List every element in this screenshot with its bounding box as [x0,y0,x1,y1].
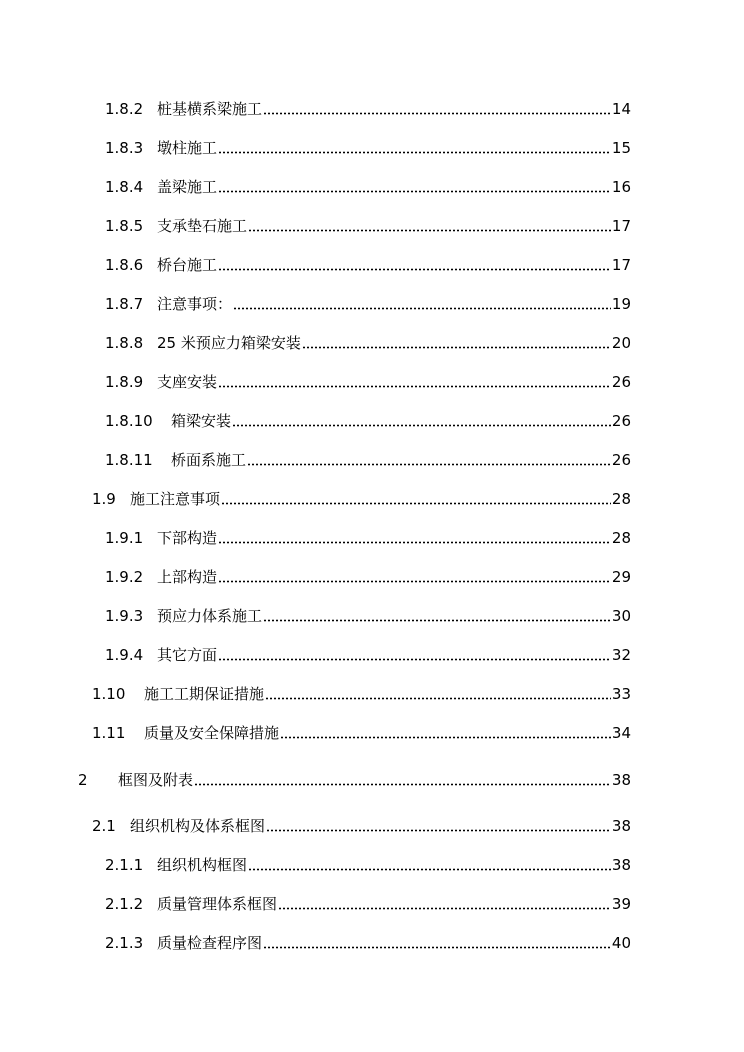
toc-entry[interactable] [105,411,631,431]
toc-entry-page: 28 [611,529,631,547]
toc-entry[interactable] [105,645,631,665]
toc-entry-page: 20 [611,334,631,352]
toc-entry[interactable] [105,933,631,953]
toc-entry-page: 17 [611,256,631,274]
toc-entry-title: 组织机构及体系框图 [130,817,266,835]
toc-entry-number: 1.8.10 [105,412,153,430]
toc-entry[interactable] [105,99,631,119]
toc-entry-title: 下部构造 [157,529,218,547]
toc-entry-number: 1.8.2 [105,100,144,118]
toc-entry[interactable] [105,216,631,236]
toc-entry-number: 1.8.7 [105,295,144,313]
toc-entry[interactable] [105,528,631,548]
toc-entry-title: 质量及安全保障措施 [144,724,280,742]
toc-entry-page: 38 [611,856,631,874]
toc-dot-leader [218,177,611,193]
toc-entry-title: 注意事项： [157,295,233,313]
toc-entry-page: 32 [611,646,631,664]
toc-entry-title: 其它方面 [157,646,218,664]
toc-entry-number: 1.10 [92,685,126,703]
toc-dot-leader [302,333,611,349]
toc-entry-number: 1.11 [92,724,126,742]
toc-entry-title: 预应力体系施工 [157,607,263,625]
toc-entry-number: 1.8.8 [105,334,144,352]
toc-dot-leader [263,606,611,622]
toc-entry-number: 1.9.2 [105,568,144,586]
toc-entry-page: 30 [611,607,631,625]
toc-entry[interactable] [105,606,631,626]
toc-entry-number: 1.8.6 [105,256,144,274]
toc-entry-title: 支座安装 [157,373,218,391]
toc-entry[interactable] [78,770,631,790]
toc-dot-leader [263,99,611,115]
toc-dot-leader [248,216,611,232]
toc-entry-page: 17 [611,217,631,235]
toc-dot-leader [266,816,611,832]
toc-dot-leader [218,528,611,544]
toc-entry-page: 16 [611,178,631,196]
toc-entry[interactable] [105,450,631,470]
toc-entry-title: 桥台施工 [157,256,218,274]
toc-entry-title: 箱梁安装 [171,412,232,430]
toc-entry-number: 2.1.2 [105,895,144,913]
toc-dot-leader [280,723,611,739]
toc-entry-page: 33 [611,685,631,703]
toc-entry-page: 39 [611,895,631,913]
toc-entry-page: 26 [611,373,631,391]
toc-entry[interactable] [105,138,631,158]
toc-entry-number: 2.1 [92,817,116,835]
toc-dot-leader [218,255,611,271]
toc-dot-leader [233,294,611,310]
toc-entry-title: 组织机构框图 [157,856,248,874]
toc-entry-title: 质量检查程序图 [157,934,263,952]
toc-entry[interactable] [92,684,631,704]
toc-entry-title: 上部构造 [157,568,218,586]
toc-entry-page: 38 [611,771,631,789]
toc-entry-number: 2.1.1 [105,856,144,874]
toc-entry-number: 1.8.11 [105,451,153,469]
toc-entry[interactable] [105,567,631,587]
toc-entry[interactable] [105,177,631,197]
toc-entry[interactable] [105,894,631,914]
toc-entry-page: 19 [611,295,631,313]
toc-entry-number: 1.9 [92,490,116,508]
toc-dot-leader [218,567,611,583]
toc-entry-title: 盖梁施工 [157,178,218,196]
toc-entry[interactable] [105,855,631,875]
toc-dot-leader [218,138,611,154]
toc-entry[interactable] [105,333,631,353]
toc-entry-title: 25 米预应力箱梁安装 [157,334,301,352]
toc-entry[interactable] [105,372,631,392]
toc-entry-number: 1.8.9 [105,373,144,391]
toc-entry-title: 施工工期保证措施 [144,685,265,703]
toc-entry-page: 14 [611,100,631,118]
toc-entry-title: 桩基横系梁施工 [157,100,263,118]
toc-dot-leader [218,645,611,661]
toc-entry[interactable] [105,294,631,314]
toc-entry-title: 质量管理体系框图 [157,895,278,913]
toc-entry-title: 支承垫石施工 [157,217,248,235]
toc-entry-page: 26 [611,412,631,430]
toc-entry-title: 墩柱施工 [157,139,218,157]
toc-entry-title: 框图及附表 [118,771,194,789]
toc-entry-page: 40 [611,934,631,952]
toc-dot-leader [278,894,611,910]
toc-entry-title: 施工注意事项 [130,490,221,508]
toc-dot-leader [248,855,611,871]
toc-dot-leader [232,411,611,427]
toc-entry-number: 1.9.3 [105,607,144,625]
toc-dot-leader [221,489,611,505]
toc-entry-number: 1.8.3 [105,139,144,157]
toc-entry[interactable] [92,816,631,836]
toc-entry-page: 34 [611,724,631,742]
toc-entry-number: 1.9.4 [105,646,144,664]
toc-entry-page: 29 [611,568,631,586]
toc-entry[interactable] [105,255,631,275]
toc-entry-page: 38 [611,817,631,835]
toc-entry-page: 15 [611,139,631,157]
toc-dot-leader [263,933,611,949]
toc-entry[interactable] [92,489,631,509]
toc-entry-title: 桥面系施工 [171,451,247,469]
toc-dot-leader [218,372,611,388]
toc-entry-number: 1.8.5 [105,217,144,235]
toc-entry[interactable] [92,723,631,743]
toc-entry-number: 1.9.1 [105,529,144,547]
toc-entry-number: 2 [78,771,88,789]
toc-entry-number: 2.1.3 [105,934,144,952]
toc-dot-leader [247,450,611,466]
toc-dot-leader [265,684,611,700]
toc-entry-page: 28 [611,490,631,508]
toc-dot-leader [194,770,611,786]
toc-entry-number: 1.8.4 [105,178,144,196]
toc-entry-page: 26 [611,451,631,469]
